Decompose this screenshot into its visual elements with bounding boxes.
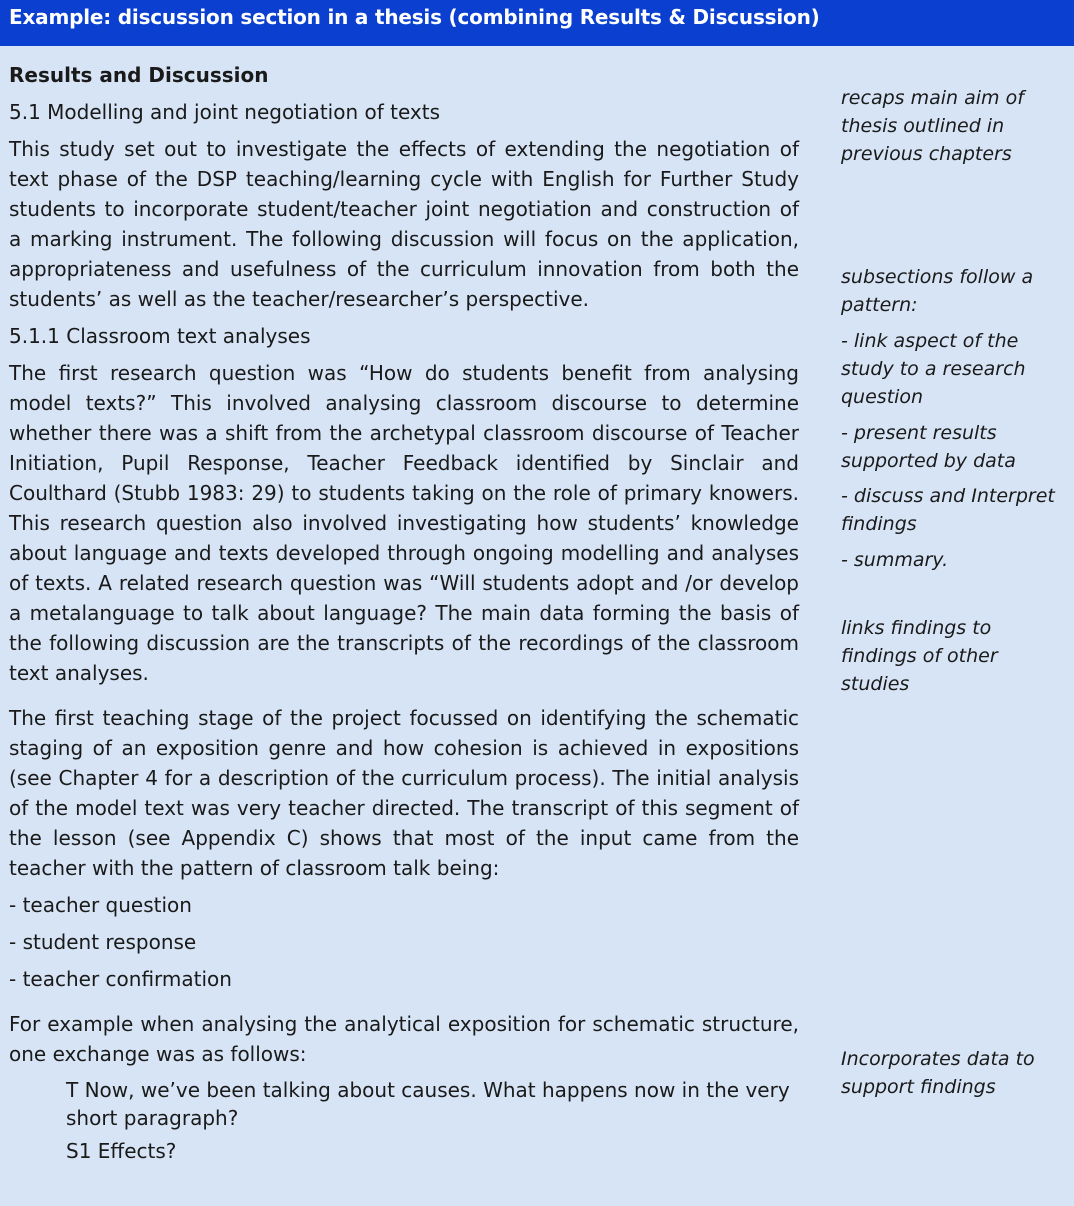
paragraph: The first teaching stage of the project focussed on identifying the schematic staging of an exposition genre and how cohesion is achieved in expositions (see Chapter 4 for a description of the curriculum process). The initial analysis of the model text was very teacher directed. The transcript of this segment of the lesson (see Appendix C) shows that most of the input came from the teacher with the pattern of classroom talk being: — [9, 706, 799, 880]
margin-note: - discuss and Interpret findings — [841, 485, 1055, 535]
subsection-heading-5-1: 5.1 Modelling and joint negotiation of texts — [9, 100, 441, 124]
paragraph: This study set out to investigate the effects of extending the negotiation of text phase of the DSP teaching/learning cycle with English for Further Study students to incorporate student/teacher joint negotiation and construction of a marking instrument. The following discussion will focus on the application, appropriateness and usefulness of the curriculum innovation from both the students’ as well as the teacher/researcher’s perspective. — [9, 137, 799, 311]
paragraph: The first research question was “How do students benefit from analysing model texts?” This involved analysing classroom discourse to determine whether there was a shift from the archetypal classroom discourse of Teacher Initiation, Pupil Response, Teacher Feedback identified by Sinclair and Coulthard (Stubb 1983: 29) to students taking on the role of primary knowers. This research question also involved investigating how students’ knowledge about language and texts developed through ongoing modelling and analyses of texts. A related research question was “Will students adopt and /or develop a metalanguage to talk about language? The main data forming the basis of the following discussion are the transcripts of the recordings of the classroom text analyses. — [9, 361, 799, 685]
section-heading: Results and Discussion — [9, 63, 269, 87]
transcript-line: T Now, we’ve been talking about causes. What happens now in the very short paragraph? — [66, 1078, 790, 1130]
list-item: - student response — [9, 930, 197, 954]
list-item: - teacher confirmation — [9, 967, 232, 991]
margin-note: subsections follow a pattern: — [841, 266, 1034, 316]
main-text — [9, 60, 799, 1170]
paragraph: For example when analysing the analytical exposition for schematic structure, one exchange was as follows: — [9, 1012, 799, 1066]
margin-note: Incorporates data to support findings — [841, 1048, 1035, 1098]
margin-note: links findings to findings of other studies — [841, 617, 998, 695]
margin-note: - summary. — [841, 549, 949, 571]
transcript-line: S1 Effects? — [66, 1139, 177, 1163]
margin-note: recaps main aim of thesis outlined in previous chapters — [841, 87, 1024, 165]
margin-note: - link aspect of the study to a research question — [841, 330, 1026, 408]
page-title: Example: discussion section in a thesis (combining Results & Discussion) — [0, 0, 1074, 46]
margin-note: - present results supported by data — [841, 422, 1016, 472]
subsection-heading-5-1-1: 5.1.1 Classroom text analyses — [9, 324, 311, 348]
list-item: - teacher question — [9, 893, 192, 917]
